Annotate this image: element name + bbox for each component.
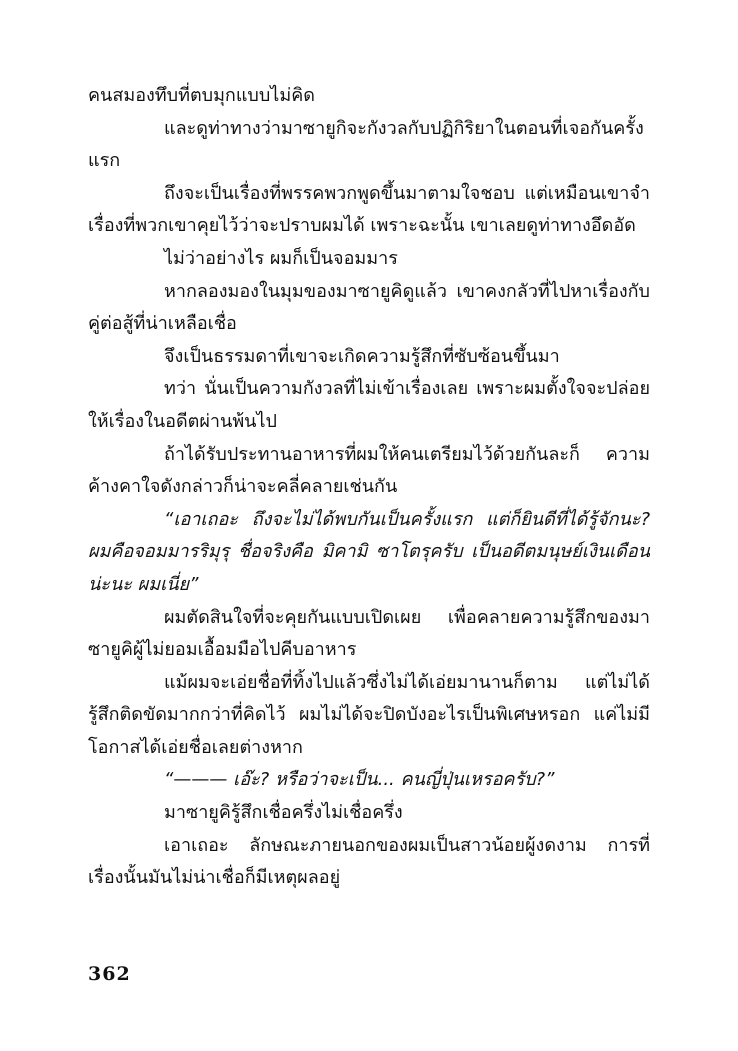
dialogue-paragraph: “เอาเถอะ ถึงจะไม่ได้พบกันเป็นครั้งแรก แต่ก็ยินดีที่ได้รู้จักนะ? ผมคือจอมมารริมุรุ ชื่อจริงคือ มิคามิ ซาโตรุครับ เป็นอดีตมนุษย์เงินเดือนน่ะนะ ผมเนี่ย” [88,508,650,595]
body-paragraph: ผมตัดสินใจที่จะคุยกันแบบเปิดเผย เพื่อคลายความรู้สึกของมาซายูคิผู้ไม่ยอมเอื้อมมือไปคีบอาหาร [88,606,650,661]
body-paragraph: หากลองมองในมุมของมาซายูคิดูแล้ว เขาคงกลัวที่ไปหาเรื่องกับคู่ต่อสู้ที่น่าเหลือเชื่อ [88,280,650,335]
dialogue-paragraph: “——— เอ๊ะ? หรือว่าจะเป็น... คนญี่ปุ่นเหรอครับ?” [164,769,555,791]
body-paragraph: คนสมองทึบที่ตบมุกแบบไม่คิด [88,85,315,106]
body-paragraph: ทว่า นั่นเป็นความกังวลที่ไม่เข้าเรื่องเลย เพราะผมตั้งใจจะปล่อยให้เรื่องในอดีตผ่านพ้นไป [88,378,650,432]
page-body-text [88,80,650,895]
body-paragraph: มาซายูคิรู้สึกเชื่อครึ่งไม่เชื่อครึ่ง [164,802,403,824]
body-paragraph: ถ้าได้รับประทานอาหารที่ผมให้คนเตรียมไว้ด้วยกันละก็ ความค้างคาใจดังกล่าวก็น่าจะคลี่คลายเช่นกัน [88,443,650,498]
body-paragraph: จึงเป็นธรรมดาที่เขาจะเกิดความรู้สึกที่ซับซ้อนขึ้นมา [164,345,560,367]
body-paragraph: เอาเถอะ ลักษณะภายนอกของผมเป็นสาวน้อยผู้งดงาม การที่เรื่องนั้นมันไม่น่าเชื่อก็มีเหตุผลอยู่ [88,834,650,889]
body-paragraph: และดูท่าทางว่ามาซายูกิจะกังวลกับปฏิกิริยาในตอนที่เจอกันครั้งแรก [88,117,644,172]
body-paragraph: แม้ผมจะเอ่ยชื่อที่ทิ้งไปแล้วซึ่งไม่ได้เอ่ยมานานก็ตาม แต่ไม่ได้รู้สึกติดขัดมากกว่าที่คิดไว้ ผมไม่ได้จะปิดบังอะไรเป็นพิเศษหรอก แค่ไม่มีโอกาสได้เอ่ยชื่อเลยต่างหาก [88,671,650,758]
page-number: 362 [88,963,131,985]
body-paragraph: ไม่ว่าอย่างไร ผมก็เป็นจอมมาร [164,247,398,269]
body-paragraph: ถึงจะเป็นเรื่องที่พรรคพวกพูดขึ้นมาตามใจชอบ แต่เหมือนเขาจำเรื่องที่พวกเขาคุยไว้ว่าจะปราบผมได้ เพราะฉะนั้น เขาเลยดูท่าทางอึดอัด [88,182,650,237]
